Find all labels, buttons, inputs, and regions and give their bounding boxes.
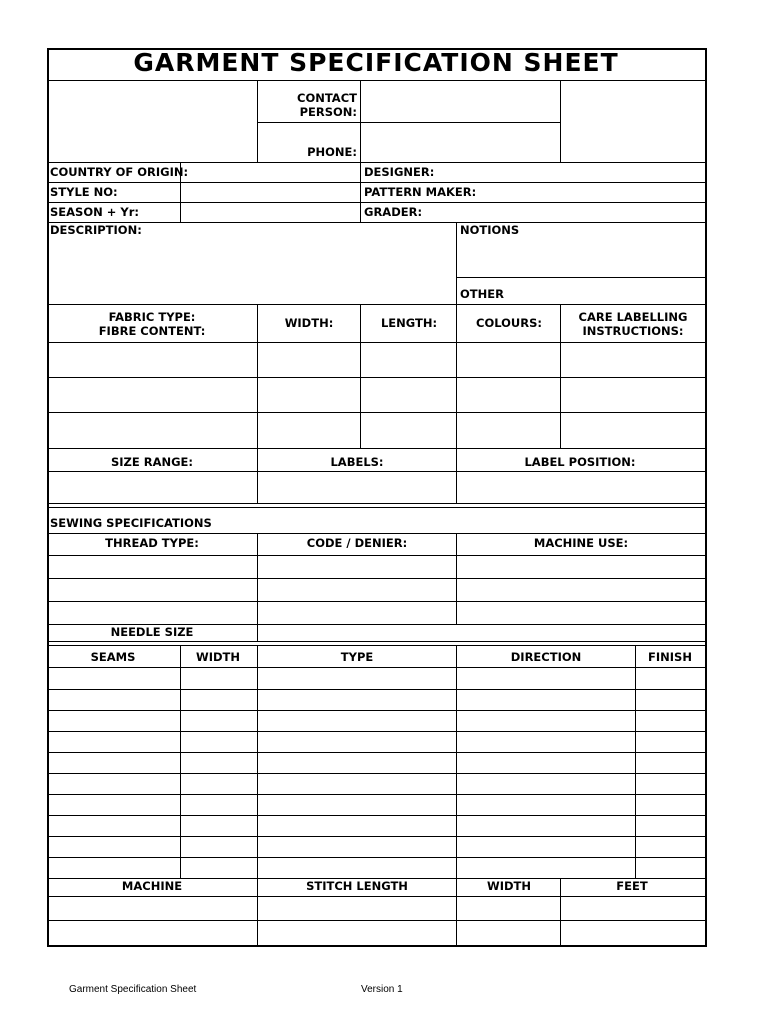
grid-line [47, 731, 705, 732]
grid-line [47, 412, 705, 413]
fabric-width-header: WIDTH: [284, 316, 334, 330]
grid-line [560, 878, 561, 945]
machine-use-header: MACHINE USE: [533, 536, 629, 550]
machine-header: MACHINE [121, 879, 183, 893]
grid-line [47, 202, 705, 203]
grid-line [47, 80, 705, 81]
grid-line [180, 645, 181, 878]
grid-line [47, 645, 705, 646]
grid-line [47, 752, 705, 753]
grid-line [47, 448, 705, 449]
grid-line [257, 878, 258, 945]
grid-line [47, 815, 705, 816]
grid-line [47, 222, 705, 223]
grid-line [47, 773, 705, 774]
grid-line [47, 857, 705, 858]
labels-header: LABELS: [330, 455, 384, 469]
grid-line [257, 122, 560, 123]
grid-line [47, 162, 705, 163]
phone-label: PHONE: [307, 145, 357, 159]
grid-line [47, 641, 705, 642]
needle-size-label: NEEDLE SIZE [110, 625, 194, 639]
code-denier-header: CODE / DENIER: [306, 536, 408, 550]
feet-header: FEET [616, 879, 648, 893]
size-range-header: SIZE RANGE: [110, 455, 194, 469]
seam-width-header: WIDTH [196, 650, 240, 664]
stitch-length-header: STITCH LENGTH [306, 879, 408, 893]
sewing-specifications-heading: SEWING SPECIFICATIONS [50, 516, 212, 530]
grid-line [456, 222, 457, 304]
grid-line [47, 710, 705, 711]
label-position-header: LABEL POSITION: [524, 455, 636, 469]
grid-line [47, 304, 705, 305]
grid-line [47, 689, 705, 690]
grid-line [47, 377, 705, 378]
description-label: DESCRIPTION: [50, 223, 142, 237]
thread-type-header: THREAD TYPE: [105, 536, 199, 550]
grid-line [456, 304, 457, 448]
grid-line [257, 448, 258, 504]
grid-line [47, 533, 705, 534]
grid-line [360, 304, 361, 448]
country-of-origin-label: COUNTRY OF ORIGIN: [50, 165, 189, 179]
grid-line [47, 182, 705, 183]
colours-header: COLOURS: [476, 316, 542, 330]
grid-line [47, 503, 705, 504]
grader-label: GRADER: [364, 205, 423, 219]
machine-width-header: WIDTH [487, 879, 531, 893]
footer-version: Version 1 [361, 984, 403, 995]
finish-header: FINISH [648, 650, 692, 664]
fabric-type-header: FABRIC TYPE: FIBRE CONTENT: [98, 310, 206, 338]
grid-line [456, 448, 457, 504]
grid-line [47, 507, 705, 508]
grid-line [47, 945, 707, 947]
grid-line [47, 836, 705, 837]
grid-line [47, 601, 705, 602]
grid-line [456, 878, 457, 945]
grid-line [47, 555, 705, 556]
season-yr-label: SEASON + Yr: [50, 205, 139, 219]
grid-line [47, 471, 705, 472]
other-label: OTHER [460, 287, 504, 301]
grid-line [47, 578, 705, 579]
style-no-label: STYLE NO: [50, 185, 118, 199]
footer-document-name: Garment Specification Sheet [69, 984, 197, 995]
contact-person-label: CONTACT PERSON: [297, 91, 357, 119]
grid-line [705, 48, 707, 947]
grid-line [560, 80, 561, 162]
grid-line [257, 645, 258, 878]
grid-line [47, 920, 705, 921]
page-title: GARMENT SPECIFICATION SHEET [133, 48, 619, 77]
grid-line [47, 896, 705, 897]
pattern-maker-label: PATTERN MAKER: [364, 185, 477, 199]
direction-header: DIRECTION [510, 650, 582, 664]
fabric-length-header: LENGTH: [380, 316, 438, 330]
notions-label: NOTIONS [460, 223, 520, 237]
grid-line [456, 277, 705, 278]
grid-line [635, 645, 636, 878]
grid-line [47, 794, 705, 795]
designer-label: DESIGNER: [364, 165, 435, 179]
grid-line [257, 80, 258, 162]
grid-line [47, 342, 705, 343]
care-labelling-header: CARE LABELLING INSTRUCTIONS: [578, 310, 688, 338]
seam-type-header: TYPE [340, 650, 374, 664]
grid-line [257, 304, 258, 448]
grid-line [47, 667, 705, 668]
grid-line [456, 645, 457, 878]
grid-line [560, 304, 561, 448]
grid-line [360, 80, 361, 222]
seams-header: SEAMS [90, 650, 136, 664]
